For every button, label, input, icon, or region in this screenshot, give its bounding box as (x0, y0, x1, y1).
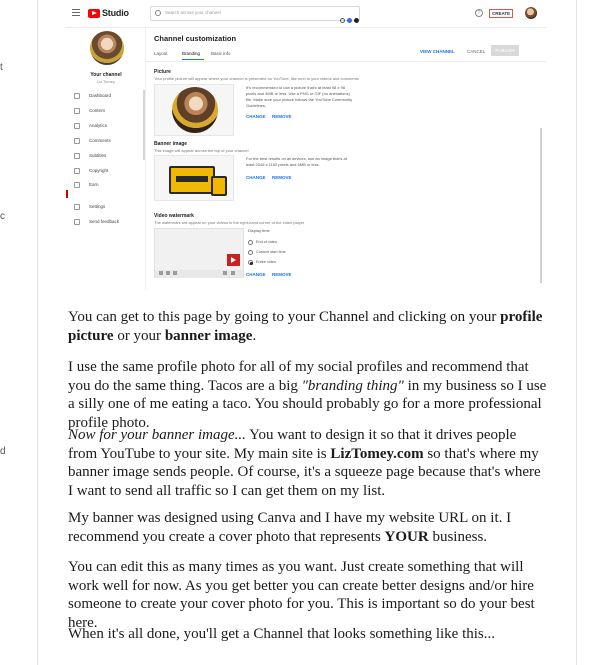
banner-desktop-preview (169, 166, 215, 194)
banner-tablet-preview (211, 176, 227, 196)
comments-icon (74, 138, 80, 144)
sidebar-item-label: Comments (89, 138, 111, 143)
watermark-title: Video watermark (154, 213, 194, 219)
customization-panel (146, 28, 546, 290)
text: . (252, 327, 257, 344)
menu-icon[interactable] (72, 9, 80, 16)
youtube-logo-icon[interactable] (88, 9, 100, 18)
radio-custom-start[interactable] (248, 250, 253, 255)
channel-name: Liz Tomey (97, 79, 115, 84)
gutter-mark: t (0, 62, 3, 73)
watermark-remove-button[interactable]: REMOVE (272, 272, 292, 277)
sidebar-item-label: Content (89, 108, 105, 113)
italic-text: "branding thing" (301, 377, 404, 394)
divider (146, 61, 546, 62)
gutter-mark: d (0, 446, 6, 457)
studio-topbar (66, 0, 546, 28)
text: in my business so I use a silly one of me eating a taco. You should probably go for a more professional profile photo. (68, 377, 547, 431)
paragraph-1 (68, 308, 548, 345)
sidebar-item-content[interactable] (74, 107, 146, 117)
cancel-button[interactable]: CANCEL (467, 49, 486, 54)
earn-icon (74, 182, 80, 188)
paragraph-3 (68, 426, 548, 500)
gutter-mark: c (0, 211, 5, 222)
play-icon (159, 271, 163, 275)
watermark-preview (154, 228, 244, 278)
tab-active-indicator (182, 59, 204, 60)
text: so that's where my banner image sends people. Of course, it's a squeeze page because that's where I want to send all traffic so I can get them on my list. (68, 445, 541, 499)
fullscreen-icon (231, 271, 235, 275)
paragraph-6: When it's all done, you'll get a Channel that looks something like this... (68, 626, 496, 642)
text: or your (113, 327, 165, 344)
publish-button[interactable]: PUBLISH (491, 45, 519, 56)
help-icon[interactable]: ? (475, 9, 483, 17)
sidebar-item-copyright[interactable] (74, 167, 146, 177)
channel-avatar[interactable] (90, 31, 124, 65)
sidebar-scrollbar[interactable] (143, 90, 145, 160)
picture-help: It's recommended to use a picture that's at least 98 x 98 pixels and 4MB or less. Use a PNG or GIF (no animations) file. Make sure your picture follows the YouTube Community Guidelines. (246, 85, 353, 108)
sidebar-item-feedback[interactable] (74, 218, 146, 228)
content-icon (74, 108, 80, 114)
sidebar-item-label: Analytics (89, 123, 108, 128)
bold-text: profile (500, 309, 543, 325)
watermark-description: The watermark will appear on your videos in the right-hand corner of the video player (154, 220, 305, 225)
sidebar-item-subtitles[interactable] (74, 152, 146, 162)
paragraph-2 (68, 358, 548, 432)
subtitles-icon (74, 153, 80, 159)
sidebar-item-label: Copyright (89, 168, 109, 173)
search-input[interactable] (150, 6, 360, 21)
filter-dot-icon (347, 18, 352, 23)
view-channel-button[interactable]: VIEW CHANNEL (420, 49, 455, 54)
banner-help: For the best results on all devices, use an image that's at least 2048 x 1152 pixels and 6MB or less. (246, 156, 347, 167)
next-icon (166, 271, 170, 275)
tab-branding[interactable]: Branding (182, 51, 201, 56)
dashboard-icon (74, 93, 80, 99)
picture-description: Your profile picture will appear where your channel is presented on YouTube, like next to your videos and comments (154, 76, 359, 81)
picture-change-button[interactable]: CHANGE (246, 114, 266, 119)
studio-brand: Studio (102, 8, 129, 18)
radio-end-of-video[interactable] (248, 240, 253, 245)
profile-picture (172, 87, 218, 133)
filter-dot-icon (340, 18, 345, 23)
search-placeholder: Search across your channel (165, 10, 221, 15)
sidebar-item-label: Subtitles (89, 153, 107, 158)
text: You can get to this page by going to your Channel and clicking on your (68, 309, 501, 325)
volume-icon (173, 271, 177, 275)
radio-label: Entire video (256, 260, 277, 264)
text: I use the same profile photo for all of my social profiles and recommend that you do the same thing. Tacos are a big (68, 359, 529, 394)
create-button[interactable]: CREATE (489, 9, 513, 18)
italic-text: Now for your banner image... (68, 427, 246, 443)
gear-icon (74, 204, 80, 210)
watermark-change-button[interactable]: CHANGE (246, 272, 266, 277)
bold-text: YOUR (384, 528, 429, 545)
banner-title: Banner image (154, 141, 188, 147)
channel-title: Your channel (90, 72, 122, 78)
page-border-left (37, 0, 38, 665)
analytics-icon (74, 123, 80, 129)
watermark-thumbnail (227, 254, 240, 266)
radio-entire-video[interactable] (248, 260, 253, 265)
banner-description: This image will appear across the top of your channel (154, 148, 249, 153)
text: business. (428, 528, 488, 545)
studio-sidebar (66, 28, 146, 290)
copyright-icon (74, 168, 80, 174)
search-icon (155, 10, 161, 16)
paragraph-5: You can edit this as many times as you want. Just create something that will work well for now. As you get better you can create better designs and/or hire someone to create your cover photo for you. This is important so do your best here. (68, 559, 535, 631)
picture-remove-button[interactable]: REMOVE (272, 114, 292, 119)
banner-change-button[interactable]: CHANGE (246, 175, 266, 180)
banner-preview (154, 155, 234, 201)
tab-basic-info[interactable]: Basic info (211, 51, 231, 56)
feedback-icon (74, 219, 80, 225)
bold-text: banner image (164, 327, 253, 344)
bold-text: LizTomey.com (330, 445, 424, 462)
paragraph-4 (68, 509, 548, 546)
picture-preview (154, 84, 234, 136)
sidebar-item-dashboard[interactable] (74, 92, 146, 102)
sidebar-item-label: Dashboard (89, 93, 112, 98)
sidebar-item-earn[interactable] (74, 181, 146, 191)
page-border-right (576, 0, 577, 665)
studio-screenshot (66, 0, 546, 290)
settings-icon (223, 271, 227, 275)
bold-text: picture (68, 327, 114, 344)
picture-title: Picture (154, 69, 171, 75)
panel-scrollbar[interactable] (540, 128, 542, 283)
account-avatar[interactable] (525, 7, 537, 19)
radio-label: End of video (256, 240, 278, 244)
text: You want to design it so that it drives people from YouTube to your site. My main site is (68, 427, 517, 462)
sidebar-item-settings[interactable] (74, 203, 146, 213)
video-controls (155, 270, 243, 278)
sidebar-item-label: Settings (89, 204, 106, 209)
page-title: Channel customization (154, 34, 237, 43)
radio-label: Custom start time (256, 250, 286, 254)
search-filter-dots[interactable] (340, 10, 361, 28)
text: My banner was designed using Canva and I have my website URL on it. I recommend you create a cover photo that represents (68, 510, 512, 545)
display-time-label: Display time (248, 228, 270, 233)
active-marker (66, 190, 68, 198)
sidebar-item-label: Send feedback (89, 219, 120, 224)
sidebar-item-comments[interactable] (74, 137, 146, 147)
sidebar-item-analytics[interactable] (74, 122, 146, 132)
tab-layout[interactable]: Layout (154, 51, 168, 56)
filter-dot-icon (354, 18, 359, 23)
sidebar-item-label: Earn (89, 182, 99, 187)
banner-remove-button[interactable]: REMOVE (272, 175, 292, 180)
